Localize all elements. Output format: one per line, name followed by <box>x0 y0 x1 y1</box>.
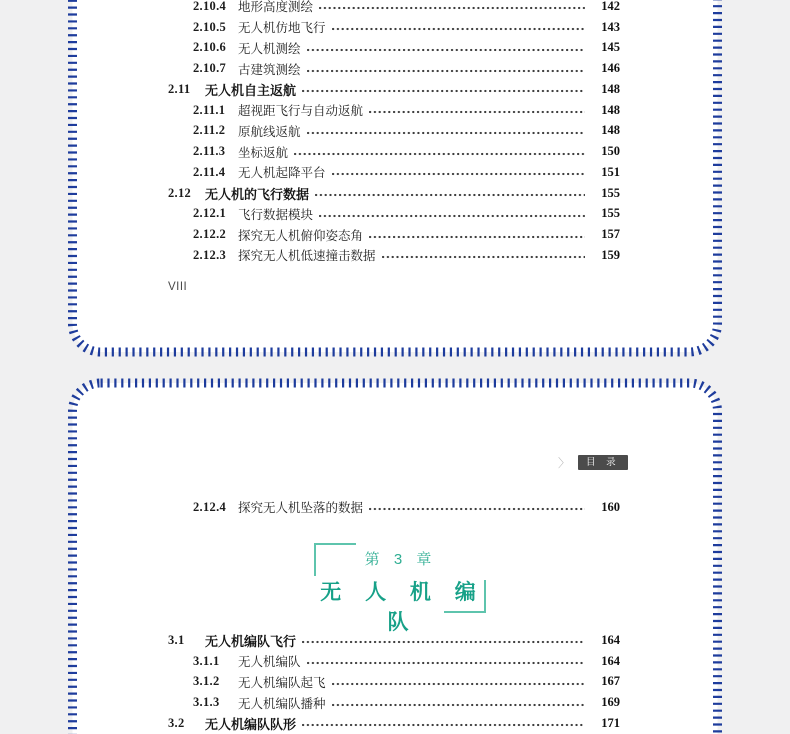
entry-title: 无人机编队播种 <box>238 696 326 711</box>
entry-page-number: 171 <box>601 715 620 730</box>
toc-entry <box>168 17 620 38</box>
entry-number: 2.12.4 <box>193 499 227 514</box>
entry-number: 2.10.7 <box>193 61 227 76</box>
entry-page-number: 164 <box>601 653 620 668</box>
entry-title: 原航线返航 <box>238 124 301 139</box>
entry-page-number: 167 <box>601 674 620 689</box>
entry-page-number: 148 <box>601 81 620 96</box>
entry-title: 无人机编队队形 <box>205 716 297 732</box>
entry-title: 超视距飞行与自动返航 <box>238 104 364 119</box>
entry-title: 无人机仿地飞行 <box>238 21 326 36</box>
chevron-right-icon: 〉 <box>558 455 571 470</box>
entry-number: 2.10.6 <box>193 40 227 55</box>
dot-leader <box>369 507 585 511</box>
entry-title: 探究无人机俯仰姿态角 <box>238 228 364 243</box>
toc-list-page2 <box>168 630 620 734</box>
entry-title: 坐标返航 <box>238 145 289 160</box>
toc-entry <box>168 79 620 100</box>
entry-page-number: 164 <box>601 632 620 647</box>
contents-badge: 目 录 <box>578 455 628 470</box>
entry-number: 2.11.2 <box>193 123 226 138</box>
entry-number: 3.1.3 <box>193 695 220 710</box>
dot-leader <box>315 193 585 197</box>
entry-number: 3.1.2 <box>193 674 220 689</box>
dot-leader <box>382 255 585 259</box>
toc-entry <box>168 204 620 225</box>
dot-leader <box>307 48 585 52</box>
entry-number: 2.12.1 <box>193 206 227 221</box>
entry-number: 2.10.5 <box>193 19 227 34</box>
toc-entry <box>168 141 620 162</box>
dot-leader <box>307 661 585 665</box>
toc-list-page1 <box>168 0 620 266</box>
entry-number: 3.1.1 <box>193 653 220 668</box>
dot-leader <box>332 703 585 707</box>
toc-entry <box>168 183 620 204</box>
dot-leader <box>302 89 585 93</box>
entry-page-number: 151 <box>601 164 620 179</box>
entry-number: 2.12 <box>168 185 192 200</box>
toc-entry <box>168 497 620 518</box>
dot-leader <box>294 152 585 156</box>
toc-entry <box>168 58 620 79</box>
entry-page-number: 150 <box>601 144 620 159</box>
dot-leader <box>319 6 585 10</box>
entry-number: 3.2 <box>168 715 185 730</box>
entry-page-number: 155 <box>601 206 620 221</box>
entry-title: 古建筑测绘 <box>238 62 301 77</box>
corner-bracket-top-left <box>314 543 356 576</box>
entry-number: 2.11.1 <box>193 102 226 117</box>
toc-entry <box>168 713 620 734</box>
page-folio: VIII <box>168 281 188 293</box>
entry-number: 2.11.3 <box>193 144 226 159</box>
chapter-heading <box>308 541 488 634</box>
entry-page-number: 143 <box>601 19 620 34</box>
entry-page-number: 148 <box>601 102 620 117</box>
entry-number: 2.12.2 <box>193 227 227 242</box>
entry-title: 无人机自主返航 <box>205 82 297 98</box>
entry-page-number: 145 <box>601 40 620 55</box>
dot-leader <box>307 69 585 73</box>
toc-entry <box>168 245 620 266</box>
toc-entry <box>168 672 620 693</box>
entry-page-number: 155 <box>601 185 620 200</box>
entry-title: 无人机测绘 <box>238 41 301 56</box>
entry-title: 无人机的飞行数据 <box>205 186 310 202</box>
entry-title: 飞行数据模块 <box>238 207 314 222</box>
toc-entry <box>168 630 620 651</box>
dot-leader <box>332 172 585 176</box>
entry-title: 无人机起降平台 <box>238 166 326 181</box>
dot-leader <box>369 110 585 114</box>
entry-page-number: 160 <box>601 499 620 514</box>
entry-number: 2.11.4 <box>193 164 226 179</box>
dot-leader <box>332 27 585 31</box>
entry-title: 无人机编队起飞 <box>238 675 326 690</box>
toc-entry <box>168 0 620 17</box>
entry-page-number: 142 <box>601 0 620 13</box>
dot-leader <box>302 723 585 727</box>
entry-title: 探究无人机低速撞击数据 <box>238 249 376 264</box>
toc-entry <box>168 651 620 672</box>
corner-bracket-bottom-right <box>444 580 486 613</box>
toc-entry <box>168 224 620 245</box>
toc-list-page2-top <box>168 497 620 518</box>
toc-entry <box>168 121 620 142</box>
entry-page-number: 157 <box>601 227 620 242</box>
dot-leader <box>307 131 585 135</box>
entry-page-number: 159 <box>601 247 620 262</box>
entry-title: 地形高度测绘 <box>238 0 314 15</box>
entry-title: 无人机编队 <box>238 655 301 670</box>
chapter-number: 第 3 章 <box>364 551 437 568</box>
entry-title: 探究无人机坠落的数据 <box>238 501 364 516</box>
toc-entry <box>168 38 620 59</box>
toc-entry <box>168 100 620 121</box>
entry-number: 3.1 <box>168 632 185 647</box>
entry-number: 2.11 <box>168 81 191 96</box>
breadcrumb <box>558 455 628 470</box>
dot-leader <box>332 682 585 686</box>
entry-page-number: 148 <box>601 123 620 138</box>
entry-title: 无人机编队飞行 <box>205 633 297 649</box>
chapter-title: 无 人 机 编 队 <box>320 581 485 634</box>
toc-entry <box>168 692 620 713</box>
dot-leader <box>319 214 585 218</box>
toc-entry <box>168 162 620 183</box>
entry-number: 2.12.3 <box>193 247 227 262</box>
dot-leader <box>369 235 585 239</box>
entry-page-number: 146 <box>601 61 620 76</box>
dot-leader <box>302 640 585 644</box>
entry-number: 2.10.4 <box>193 0 227 13</box>
entry-page-number: 169 <box>601 695 620 710</box>
